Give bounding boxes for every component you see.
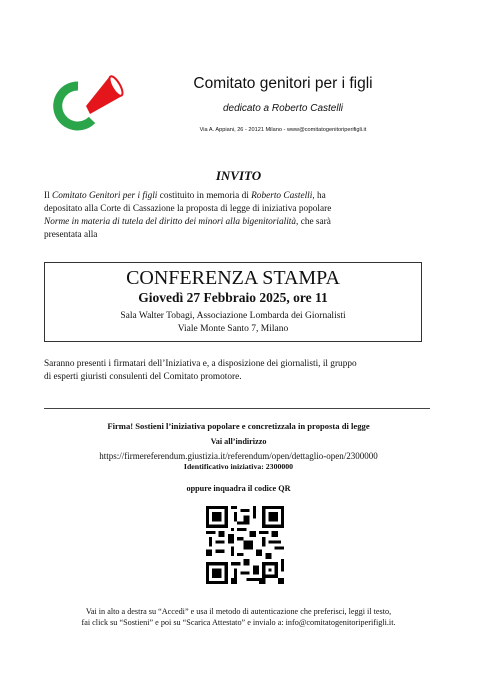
honoree-name: Roberto Castelli (251, 191, 313, 201)
conference-date: Giovedì 27 Febbraio 2025, ore 11 (138, 290, 328, 305)
instructions-line-2: fai click su “Sostieni” e poi su “Scarica Attestato” e invialo a: info@comitatogenitoriperifigli.it. (81, 618, 396, 627)
law-title: Norme in materia di tutela del diritto dei minori alla bigenitorialità (44, 217, 297, 227)
conference-venue: Sala Walter Tobagi, Associazione Lombarda dei Giornalisti (120, 311, 346, 321)
intro-paragraph (44, 190, 434, 242)
divider (44, 408, 430, 409)
goto-label: Vai all’indirizzo (210, 437, 267, 446)
qr-label: oppure inquadra il codice QR (186, 484, 291, 493)
initiative-identifier: Identificativo iniziativa: 2300000 (183, 462, 294, 471)
org-dedication: dedicato a Roberto Castelli (222, 103, 344, 114)
intro-line-2: depositato alla Corte di Cassazione la proposta di legge di iniziativa popolare (44, 204, 332, 214)
intro-line-1: Il Comitato Genitori per i figli costituito in memoria di Roberto Castelli, ha (44, 191, 326, 201)
conference-title: CONFERENZA STAMPA (126, 267, 340, 289)
cta-heading: Firma! Sostieni l’iniziativa popolare e concretizzala in proposta di legge (107, 421, 370, 431)
attendees-paragraph: Saranno presenti i firmatari dell’Iniziativa e, a disposizione dei giornalisti, il gruppo di esperti giuristi consulenti del Comitato promotore. (44, 359, 357, 382)
intro-line-4: presentata alla (44, 230, 98, 240)
referendum-link[interactable]: https://firmereferendum.giustizia.it/referendum/open/dettaglio-open/2300000 (99, 451, 378, 461)
intro-line-3: Norme in materia di tutela del diritto dei minori alla bigenitorialità, che sarà (44, 217, 331, 227)
committee-logo (50, 68, 130, 140)
committee-name: Comitato Genitori per i figli (52, 191, 158, 201)
org-name: Comitato genitori per i figli (193, 75, 373, 92)
instructions-line-1: Vai in alto a destra su “Accedi” e usa il metodo di autenticazione che preferisci, leggi il testo, (85, 607, 392, 616)
conference-address: Viale Monte Santo 7, Milano (177, 324, 289, 334)
qr-code[interactable] (206, 506, 284, 584)
invito-title: INVITO (215, 168, 262, 183)
org-address: Via A. Appiani, 26 - 20121 Milano - www@comitatogenitoriperifigli.it (199, 127, 367, 133)
conference-box (44, 262, 422, 342)
